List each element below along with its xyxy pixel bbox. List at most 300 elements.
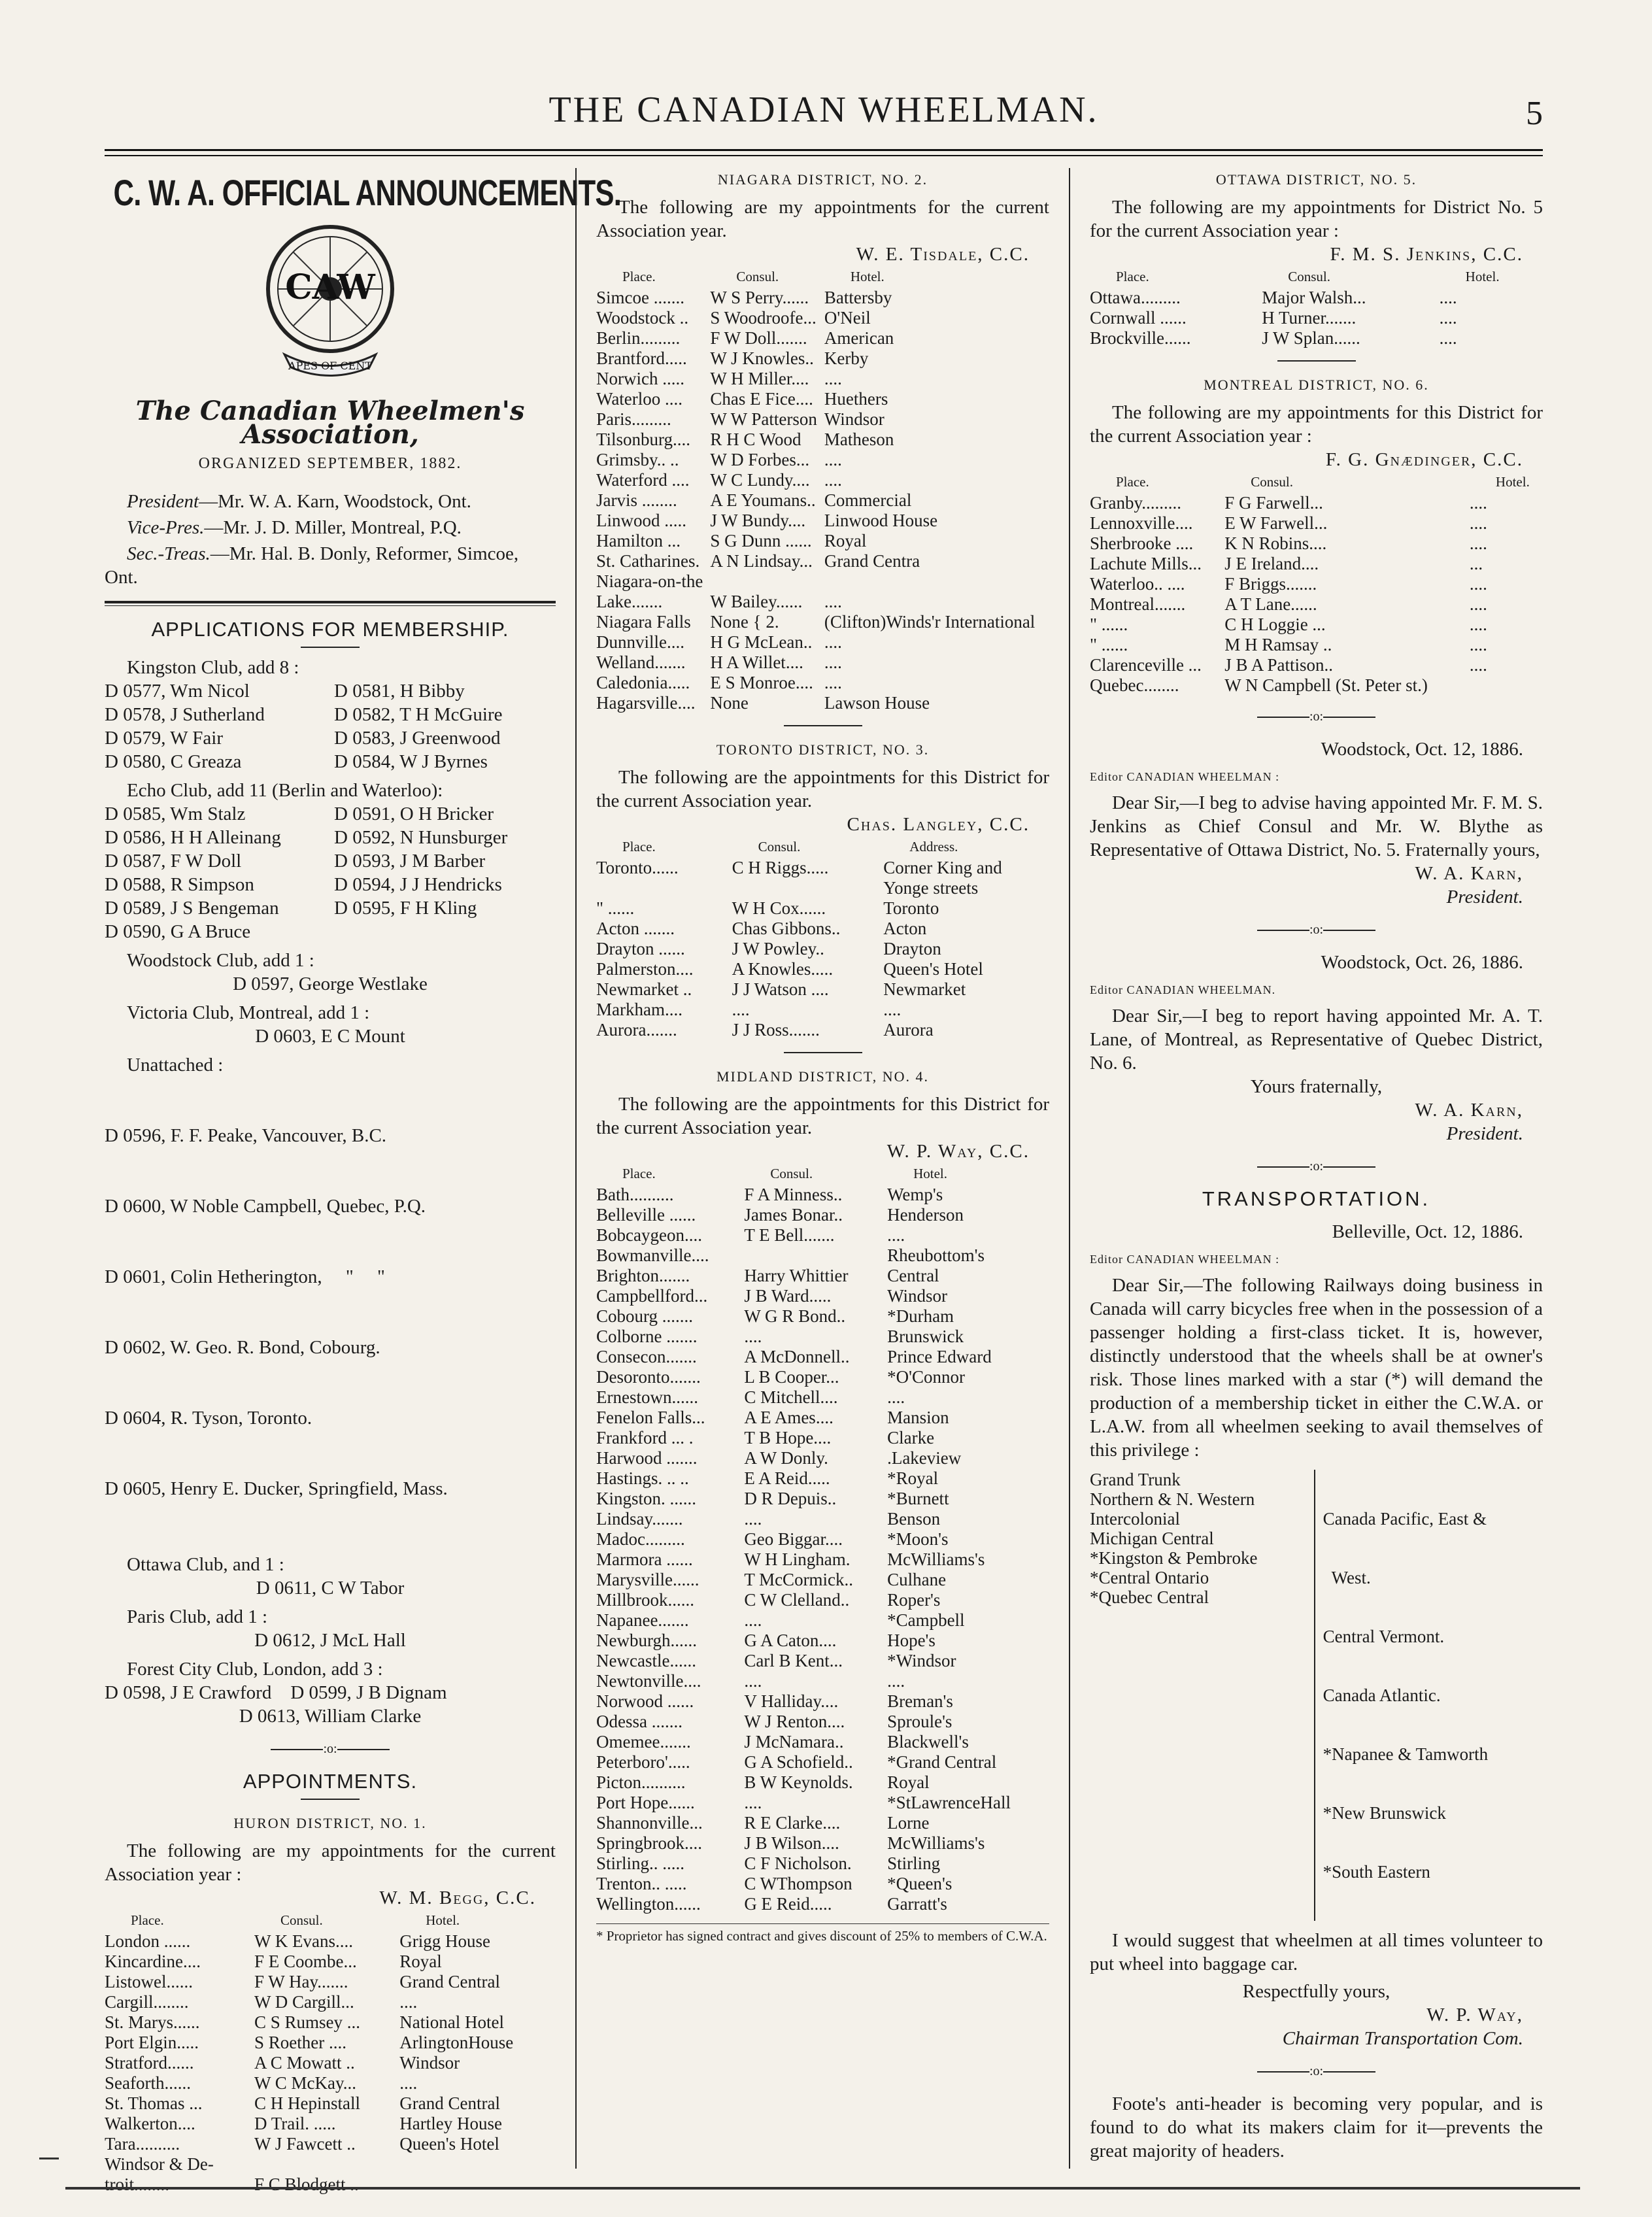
- letter1-signature: W. A. Karn,: [1415, 863, 1523, 884]
- place-cell: Palmerston....: [596, 959, 694, 979]
- consul-cell: ....: [744, 1327, 762, 1346]
- place-cell: Odessa .......: [596, 1712, 683, 1731]
- hotel-cell: ....: [1469, 533, 1487, 553]
- table-row: [596, 959, 1049, 979]
- railway: *South Eastern: [1323, 1862, 1430, 1882]
- table-header-row: [596, 266, 1049, 288]
- kingston-members: [105, 679, 556, 773]
- hotel-cell: *Burnett: [887, 1489, 949, 1508]
- table-row: [596, 1347, 1049, 1367]
- consul-cell: W C McKay...: [254, 2073, 356, 2093]
- place-cell: Stratford......: [105, 2053, 194, 2073]
- place-cell: Kingston. ......: [596, 1489, 697, 1508]
- place-cell: Walkerton....: [105, 2114, 195, 2133]
- consul-cell: R H C Wood: [710, 430, 801, 449]
- hotel-cell: Henderson: [887, 1205, 964, 1225]
- hotel-cell: Battersby: [824, 288, 892, 307]
- transport-editor: Editor CANADIAN WHEELMAN :: [1090, 1253, 1280, 1266]
- consul-cell: J W Powley..: [732, 939, 824, 958]
- consul-cell: [744, 1245, 887, 1266]
- letter1-date: Woodstock, Oct. 12, 1886.: [1321, 739, 1523, 760]
- letter2-editor: Editor CANADIAN WHEELMAN.: [1090, 983, 1276, 996]
- letter1-body: Dear Sir,—I beg to advise having appointed Mr. F. M. S. Jenkins as Chief Consul and Mr. W. Blythe as Representative of Ottawa District, No. 5. Fraternally yours,: [1090, 792, 1543, 860]
- place-cell: St. Thomas ...: [105, 2093, 203, 2113]
- table-row: [596, 1000, 1049, 1020]
- member: D 0589, J S Bengeman: [105, 898, 279, 919]
- member: D 0602, W. Geo. R. Bond, Cobourg.: [105, 1337, 380, 1358]
- transport-suggestion: I would suggest that wheelmen at all times volunteer to put wheel into baggage car.: [1090, 1930, 1543, 1974]
- consul-cell: W W Patterson: [710, 409, 817, 429]
- table-row: [596, 1651, 1049, 1671]
- table-row: [596, 450, 1049, 470]
- column-header: Consul.: [770, 1166, 813, 1181]
- place-cell: Grimsby.. ..: [596, 450, 679, 469]
- hotel-cell: Blackwell's: [887, 1732, 969, 1752]
- place-cell: Ottawa.........: [1090, 288, 1181, 307]
- echo-label: Echo Club, add 11 (Berlin and Waterloo):: [127, 780, 443, 801]
- member: D 0611, C W Tabor: [256, 1578, 405, 1599]
- railways-right: [1315, 1470, 1489, 1921]
- consul-cell: J J Ross.......: [732, 1020, 820, 1040]
- table-row: [596, 1549, 1049, 1570]
- table-header-row: [1090, 266, 1543, 288]
- place-cell: Wellington......: [596, 1894, 701, 1914]
- place-cell: Omemee.......: [596, 1732, 691, 1752]
- hotel-cell: Culhane: [887, 1570, 947, 1589]
- consul-cell: E S Monroe....: [710, 673, 813, 692]
- consul-cell: W D Forbes...: [710, 450, 810, 469]
- place-cell: Harwood .......: [596, 1448, 698, 1468]
- place-cell: [596, 878, 732, 898]
- table-row: [596, 490, 1049, 511]
- hotel-cell: Lorne: [887, 1813, 930, 1833]
- consul-cell: J B A Pattison..: [1224, 655, 1333, 675]
- place-cell: Peterboro'.....: [596, 1752, 690, 1772]
- columns: [105, 168, 1543, 2194]
- table-row: [596, 1205, 1049, 1225]
- table-header-row: [596, 1163, 1049, 1185]
- victoria-label: Victoria Club, Montreal, add 1 :: [127, 1002, 370, 1023]
- table-header-row: [596, 836, 1049, 858]
- table-row: [105, 1952, 556, 1972]
- toronto-district-head: TORONTO DISTRICT, NO. 3.: [716, 741, 930, 758]
- column-header: Place.: [622, 839, 656, 855]
- letter2-title: President.: [1446, 1123, 1523, 1144]
- consul-cell: A C Mowatt ..: [254, 2053, 355, 2073]
- hotel-cell: ....: [1469, 635, 1487, 654]
- cwa-emblem: [105, 220, 556, 384]
- member: D 0580, C Greaza: [105, 751, 242, 772]
- consul-cell: [254, 2154, 399, 2175]
- member: D 0584, W J Byrnes: [334, 751, 488, 772]
- consul-cell: J W Bundy....: [710, 511, 806, 530]
- consul-cell: W S Perry......: [710, 288, 809, 307]
- hotel-cell: ....: [1469, 493, 1487, 513]
- table-row: [105, 2175, 556, 2195]
- place-cell: Newmarket ..: [596, 979, 692, 999]
- hotel-cell: ....: [399, 1992, 418, 2012]
- table-row: [596, 369, 1049, 389]
- page-number: 5: [1526, 95, 1543, 132]
- officer-president: President—Mr. W. A. Karn, Woodstock, Ont.: [127, 491, 471, 512]
- hotel-cell: Grand Centra: [824, 551, 920, 571]
- place-cell: Millbrook......: [596, 1590, 695, 1610]
- consul-cell: G A Caton....: [744, 1631, 837, 1650]
- hotel-cell: ....: [824, 450, 842, 469]
- letter2-body: Dear Sir,—I beg to report having appointed Mr. A. T. Lane, of Montreal, as Representative of Quebec District, No. 6.: [1090, 1006, 1543, 1074]
- ottawa-chief-consul: F. M. S. Jenkins, C.C.: [1330, 244, 1523, 265]
- huron-intro: The following are my appointments for the current Association year :: [105, 1840, 556, 1885]
- consul-cell: C H Loggie ...: [1224, 615, 1326, 634]
- applications-title: APPLICATIONS FOR MEMBERSHIP.: [151, 618, 509, 641]
- hotel-cell: Garratt's: [887, 1894, 947, 1914]
- place-cell: Windsor & De-: [105, 2154, 214, 2174]
- consul-cell: B W Keynolds.: [744, 1772, 853, 1792]
- table-row: [105, 2053, 556, 2073]
- table-row: [596, 939, 1049, 959]
- table-row: [596, 1489, 1049, 1509]
- letter2-date: Woodstock, Oct. 26, 1886.: [1321, 952, 1523, 973]
- table-row: [596, 1691, 1049, 1712]
- running-header: [105, 85, 1543, 144]
- hotel-cell: ....: [887, 1671, 905, 1691]
- letter1-editor: Editor CANADIAN WHEELMAN :: [1090, 770, 1280, 783]
- table-row: [105, 2114, 556, 2134]
- column-header: Hotel.: [850, 269, 885, 284]
- table-row: [1090, 594, 1543, 615]
- transport-date: Belleville, Oct. 12, 1886.: [1332, 1221, 1523, 1242]
- hotel-cell: *Durham: [887, 1306, 954, 1326]
- place-cell: " ......: [596, 898, 635, 918]
- table-row: [596, 919, 1049, 939]
- hotel-cell: Sproule's: [887, 1712, 952, 1731]
- column-right: [1069, 168, 1543, 2169]
- table-row: [1090, 655, 1543, 675]
- transportation-title: TRANSPORTATION.: [1202, 1187, 1431, 1210]
- table-row: [105, 2033, 556, 2053]
- ornament-divider: :o:: [1090, 705, 1543, 728]
- table-row: [596, 1448, 1049, 1468]
- railway: Grand Trunk: [1090, 1470, 1181, 1489]
- hotel-cell: Stirling: [887, 1853, 941, 1873]
- niagara-chief-consul: W. E. Tisdale, C.C.: [856, 244, 1030, 265]
- consul-cell: F W Doll.......: [710, 328, 807, 348]
- place-cell: Markham....: [596, 1000, 683, 1019]
- railway: *Kingston & Pembroke: [1090, 1548, 1258, 1568]
- column-header: Hotel.: [1465, 269, 1500, 284]
- place-cell: Cargill........: [105, 1992, 189, 2012]
- place-cell: Aurora.......: [596, 1020, 677, 1040]
- hotel-cell: *Queen's: [887, 1874, 952, 1893]
- hotel-cell: Hartley House: [399, 2114, 502, 2133]
- table-row: [596, 1712, 1049, 1732]
- hotel-cell: Wemp's: [887, 1185, 943, 1204]
- consul-cell: ....: [744, 1671, 762, 1691]
- table-row: [105, 2154, 556, 2175]
- consul-cell: W N Campbell (St. Peter st.): [1224, 675, 1428, 695]
- place-cell: Montreal.......: [1090, 594, 1186, 614]
- consul-cell: A T Lane......: [1224, 594, 1317, 614]
- place-cell: Niagara Falls: [596, 612, 691, 632]
- table-row: [596, 1266, 1049, 1286]
- place-cell: Port Elgin.....: [105, 2033, 199, 2052]
- toronto-table: [596, 836, 1049, 1040]
- niagara-table: [596, 266, 1049, 713]
- column-header: Place.: [1116, 269, 1149, 284]
- table-row: [596, 632, 1049, 652]
- table-row: [596, 1529, 1049, 1549]
- table-row: [596, 652, 1049, 673]
- hotel-cell: ....: [1469, 574, 1487, 594]
- hotel-cell: Central: [887, 1266, 939, 1285]
- place-cell: Simcoe .......: [596, 288, 684, 307]
- member: D 0579, W Fair: [105, 728, 223, 749]
- hotel-cell: Toronto: [883, 898, 939, 918]
- hotel-cell: [824, 571, 1049, 592]
- consul-cell: W H Lingham.: [744, 1549, 851, 1569]
- ottawa-intro: The following are my appointments for District No. 5 for the current Association year :: [1090, 197, 1543, 241]
- place-cell: Newcastle......: [596, 1651, 696, 1670]
- table-row: [596, 389, 1049, 409]
- hotel-cell: Commercial: [824, 490, 912, 510]
- place-cell: Lindsay.......: [596, 1509, 683, 1529]
- railway: West.: [1323, 1568, 1371, 1587]
- hotel-cell: Brunswick: [887, 1327, 964, 1346]
- table-row: [596, 1185, 1049, 1205]
- ottawa-district-head: OTTAWA DISTRICT, NO. 5.: [1215, 171, 1417, 188]
- table-row: [1090, 533, 1543, 554]
- hotel-cell: Newmarket: [883, 979, 966, 999]
- place-cell: Lachute Mills...: [1090, 554, 1202, 573]
- consul-cell: R E Clarke....: [744, 1813, 841, 1833]
- place-cell: Cornwall ......: [1090, 308, 1187, 328]
- table-row: [596, 1793, 1049, 1813]
- table-row: [596, 1327, 1049, 1347]
- table-row: [596, 898, 1049, 919]
- journal-title: THE CANADIAN WHEELMAN.: [548, 90, 1099, 130]
- consul-cell: F C Blodgett ..: [254, 2175, 359, 2194]
- table-row: [596, 1610, 1049, 1631]
- hotel-cell: [399, 2154, 556, 2175]
- table-row: [596, 1752, 1049, 1772]
- place-cell: London ......: [105, 1931, 191, 1951]
- table-row: [596, 1894, 1049, 1914]
- hotel-cell: ....: [399, 2073, 418, 2093]
- place-cell: Jarvis ........: [596, 490, 677, 510]
- forest-club-label: Forest City Club, London, add 3 :: [127, 1659, 383, 1680]
- railway: Canada Atlantic.: [1323, 1685, 1441, 1705]
- consul-cell: K N Robins....: [1224, 533, 1327, 553]
- place-cell: Stirling.. .....: [596, 1853, 685, 1873]
- place-cell: " ......: [1090, 615, 1128, 634]
- place-cell: Bath..........: [596, 1185, 674, 1204]
- place-cell: Madoc.........: [596, 1529, 685, 1549]
- member: D 0605, Henry E. Ducker, Springfield, Mass.: [105, 1478, 448, 1499]
- member: D 0613, William Clarke: [239, 1706, 422, 1727]
- consul-cell: C WThompson: [744, 1874, 852, 1893]
- transport-signature: W. P. Way,: [1426, 2005, 1523, 2025]
- place-cell: Welland.......: [596, 652, 686, 672]
- railway: *Quebec Central: [1090, 1587, 1209, 1607]
- member: D 0578, J Sutherland: [105, 704, 265, 725]
- hotel-cell: Grigg House: [399, 1931, 490, 1951]
- table-row: [596, 612, 1049, 632]
- table-row: [596, 470, 1049, 490]
- hotel-cell: American: [824, 328, 894, 348]
- consul-cell: F A Minness..: [744, 1185, 843, 1204]
- railway: *Napanee & Tamworth: [1323, 1744, 1489, 1764]
- place-cell: Ernestown......: [596, 1387, 698, 1407]
- member: D 0577, Wm Nicol: [105, 681, 250, 702]
- hotel-cell: ArlingtonHouse: [399, 2033, 514, 2052]
- hotel-cell: ....: [824, 652, 842, 672]
- table-row: [596, 592, 1049, 612]
- hotel-cell: ....: [1439, 308, 1457, 328]
- table-row: [1090, 288, 1543, 308]
- midland-district-head: MIDLAND DISTRICT, NO. 4.: [716, 1068, 930, 1085]
- hotel-cell: Drayton: [883, 939, 941, 958]
- place-cell: Colborne .......: [596, 1327, 698, 1346]
- consul-cell: H G McLean..: [710, 632, 813, 652]
- echo-members: [105, 802, 556, 943]
- member: D 0601, Colin Hetherington, " ": [105, 1266, 385, 1287]
- bottom-rule: [65, 2187, 1580, 2190]
- hotel-cell: Matheson: [824, 430, 894, 449]
- consul-cell: S G Dunn ......: [710, 531, 812, 550]
- advertisement: Foote's anti-header is becoming very popular, and is found to do what its makers claim for it—prevents the great majority of headers.: [1090, 2093, 1543, 2161]
- place-cell: Paris.........: [596, 409, 671, 429]
- hotel-cell: [399, 2175, 556, 2195]
- huron-chief-consul: W. M. Begg, C.C.: [379, 1887, 536, 1908]
- place-cell: Marysville......: [596, 1570, 700, 1589]
- place-cell: Clarenceville ...: [1090, 655, 1202, 675]
- hotel-cell: ....: [1469, 594, 1487, 614]
- table-row: [105, 2134, 556, 2154]
- consul-cell: None: [710, 693, 749, 713]
- hotel-cell: Royal: [887, 1772, 930, 1792]
- consul-cell: V Halliday....: [744, 1691, 839, 1711]
- column-left: [105, 168, 622, 2194]
- hotel-cell: Acton: [883, 919, 927, 938]
- table-row: [596, 1631, 1049, 1651]
- table-row: [596, 1387, 1049, 1408]
- huron-district-head: HURON DISTRICT, NO. 1.: [233, 1815, 427, 1831]
- place-cell: Caledonia.....: [596, 673, 690, 692]
- table-row: [596, 1306, 1049, 1327]
- hotel-cell: Royal: [824, 531, 867, 550]
- hotel-cell: Mansion: [887, 1408, 949, 1427]
- table-row: [596, 858, 1049, 878]
- svg-text:APES OF CENT: APES OF CENT: [288, 360, 372, 372]
- member: D 0588, R Simpson: [105, 874, 254, 895]
- hotel-cell: ....: [1439, 328, 1457, 348]
- column-header: Hotel.: [426, 1912, 460, 1928]
- railways-left: [1090, 1470, 1315, 1921]
- paris-club-label: Paris Club, add 1 :: [127, 1606, 268, 1627]
- hotel-cell: McWilliams's: [887, 1833, 985, 1853]
- column-header: Consul.: [1288, 269, 1330, 284]
- table-row: [596, 430, 1049, 450]
- member: D 0587, F W Doll: [105, 851, 242, 872]
- place-cell: Brantford.....: [596, 348, 687, 368]
- hotel-cell: *Grand Central: [887, 1752, 997, 1772]
- place-cell: Newtonville....: [596, 1671, 701, 1691]
- short-rule: [1277, 360, 1356, 362]
- table-row: [596, 1590, 1049, 1610]
- member: D 0592, N Hunsburger: [334, 827, 508, 848]
- place-cell: Bowmanville....: [596, 1245, 709, 1265]
- place-cell: Sherbrooke ....: [1090, 533, 1194, 553]
- place-cell: Waterloo.. ....: [1090, 574, 1185, 594]
- table-row: [596, 1853, 1049, 1874]
- table-row: [596, 409, 1049, 430]
- section-rule: [105, 601, 556, 606]
- table-header-row: [105, 1910, 556, 1931]
- consul-cell: E A Reid.....: [744, 1468, 830, 1488]
- place-cell: Shannonville...: [596, 1813, 703, 1833]
- column-header: Place.: [622, 269, 656, 284]
- consul-cell: [732, 878, 884, 898]
- consul-cell: Geo Biggar....: [744, 1529, 843, 1549]
- hotel-cell: ...: [1469, 554, 1483, 573]
- table-row: [105, 2012, 556, 2033]
- hotel-cell: Clarke: [887, 1428, 935, 1447]
- officer-secretary: Sec.-Treas.—Mr. Hal. B. Donly, Reformer, Simcoe, Ont.: [105, 543, 519, 588]
- table-row: [596, 551, 1049, 571]
- midland-chief-consul: W. P. Way, C.C.: [886, 1141, 1030, 1162]
- member: D 0591, O H Bricker: [334, 804, 494, 824]
- consul-cell: W K Evans....: [254, 1931, 353, 1951]
- hotel-cell: ....: [824, 632, 842, 652]
- consul-cell: C H Riggs.....: [732, 858, 829, 877]
- consul-cell: A McDonnell..: [744, 1347, 850, 1366]
- member: D 0585, Wm Stalz: [105, 804, 246, 824]
- consul-cell: T B Hope....: [744, 1428, 832, 1447]
- hotel-cell: Huethers: [824, 389, 888, 409]
- table-row: [596, 1671, 1049, 1691]
- hotel-cell: ....: [1469, 615, 1487, 634]
- column-header: Hotel.: [913, 1166, 947, 1181]
- organized-date: ORGANIZED SEPTEMBER, 1882.: [198, 455, 462, 472]
- column-header: Address.: [909, 839, 958, 855]
- table-row: [596, 1245, 1049, 1266]
- column-header: Place.: [622, 1166, 656, 1181]
- member: D 0596, F. F. Peake, Vancouver, B.C.: [105, 1125, 387, 1146]
- hotel-cell: Yonge streets: [883, 878, 979, 898]
- consul-cell: C H Hepinstall: [254, 2093, 360, 2113]
- place-cell: " ......: [1090, 635, 1128, 654]
- place-cell: Fenelon Falls...: [596, 1408, 705, 1427]
- place-cell: Belleville ......: [596, 1205, 696, 1225]
- member: D 0597, George Westlake: [233, 973, 428, 994]
- montreal-intro: The following are my appointments for this District for the current Association year :: [1090, 402, 1543, 447]
- officer-vice-president: Vice-Pres.—Mr. J. D. Miller, Montreal, P.Q.: [127, 517, 462, 538]
- hotel-cell: Roper's: [887, 1590, 941, 1610]
- place-cell: Consecon.......: [596, 1347, 697, 1366]
- hotel-cell: Royal: [399, 1952, 442, 1971]
- consul-cell: [710, 571, 824, 592]
- consul-cell: E W Farwell...: [1224, 513, 1328, 533]
- hotel-cell: (Clifton)Winds'r International: [824, 612, 1036, 632]
- consul-cell: ....: [744, 1793, 762, 1812]
- place-cell: Dunnville....: [596, 632, 684, 652]
- place-cell: Drayton ......: [596, 939, 685, 958]
- transport-closing: Respectfully yours,: [1242, 1981, 1391, 2002]
- ottawa-table: [1090, 266, 1543, 348]
- consul-cell: None { 2.: [710, 612, 779, 632]
- hotel-cell: Aurora: [883, 1020, 934, 1040]
- hotel-cell: ....: [887, 1225, 905, 1245]
